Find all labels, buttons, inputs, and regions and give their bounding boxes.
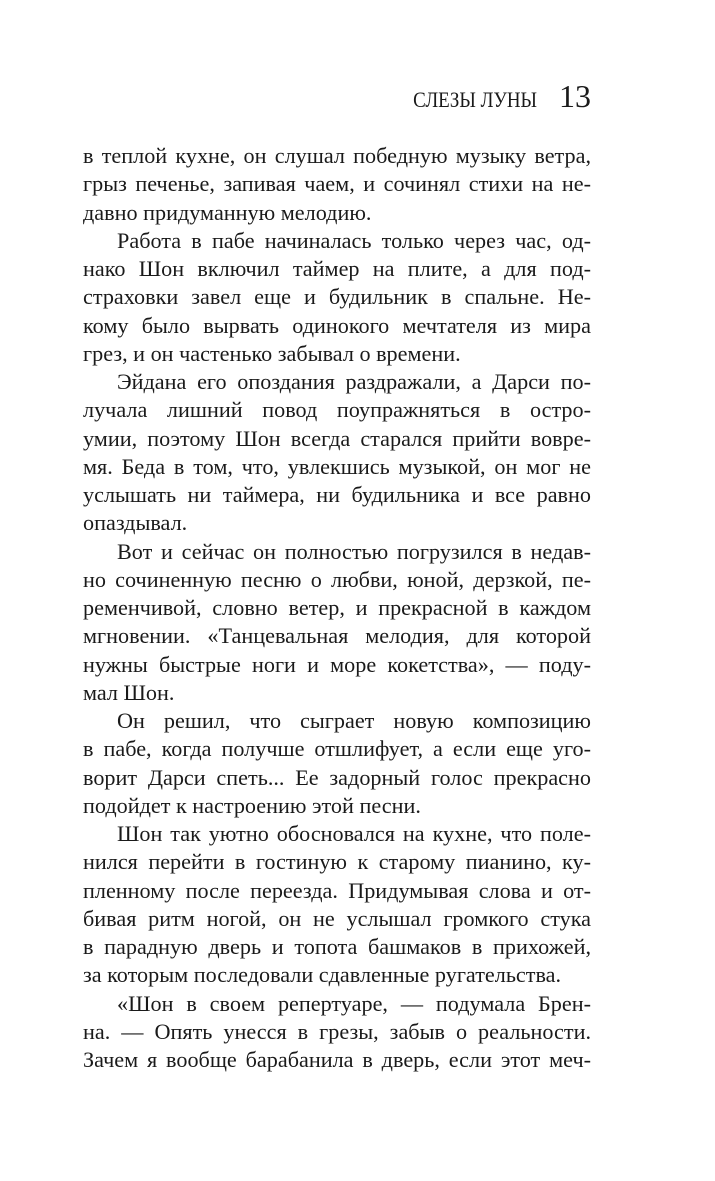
paragraph <box>83 227 591 368</box>
text-line: умии, поэтому Шон всегда старался прийти вовре- <box>83 425 591 451</box>
text-line: Зачем я вообще барабанила в дверь, если этот меч- <box>83 1047 591 1072</box>
paragraph <box>83 142 591 227</box>
text-line: но сочиненную песню о любви, юной, дерзкой, пе- <box>83 566 591 592</box>
text-line: в теплой кухне, он слушал победную музыку ветра, <box>83 143 591 168</box>
text-line: страховки завел еще и будильник в спальне. Не- <box>83 284 591 310</box>
text-line: давно придуманную мелодию. <box>83 199 372 225</box>
body-text <box>83 142 591 1074</box>
text-line: мал Шон. <box>83 679 175 705</box>
text-line: нился перейти в гостиную к старому пианино, ку- <box>83 849 591 875</box>
text-line: на. — Опять унесся в грезы, забыв о реальности. <box>83 1018 591 1044</box>
text-line: мя. Беда в том, что, увлекшись музыкой, он мог не <box>83 453 591 479</box>
text-line: Шон так уютно обосновался на кухне, что поле- <box>117 821 591 846</box>
text-line: в пабе, когда получше отшлифует, а если еще уго- <box>83 736 591 762</box>
text-line: бивая ритм ногой, он не услышал громкого стука <box>83 905 591 931</box>
text-line: опаздывал. <box>83 510 188 536</box>
text-line: лучала лишний повод поупражняться в остро- <box>83 397 591 423</box>
running-head <box>393 80 591 113</box>
text-line: Эйдана его опоздания раздражали, а Дарси по- <box>117 369 591 394</box>
paragraph <box>83 368 591 538</box>
text-line: нако Шон включил таймер на плите, а для под- <box>83 256 591 281</box>
text-line: ременчивой, словно ветер, и прекрасной в каждом <box>83 595 591 620</box>
text-line: Он решил, что сыграет новую композицию <box>117 708 591 733</box>
text-line: пленному после переезда. Придумывая слова и от- <box>83 877 591 903</box>
text-line: Вот и сейчас он полностью погрузился в недав- <box>117 538 591 564</box>
text-line: в парадную дверь и топота башмаков в прихожей, <box>83 934 591 959</box>
text-line: «Шон в своем репертуаре, — подумала Брен- <box>117 990 591 1016</box>
text-line: нужны быстрые ноги и море кокетства», — поду- <box>83 651 591 677</box>
text-line: кому было вырвать одинокого мечтателя из мира <box>83 312 591 338</box>
paragraph <box>83 990 591 1075</box>
paragraph <box>83 538 591 708</box>
text-line: Работа в пабе начиналась только через час, од- <box>117 227 591 253</box>
paragraph <box>83 820 591 990</box>
text-line: грыз печенье, запивая чаем, и сочинял стихи на не- <box>83 171 591 197</box>
text-line: подойдет к настроению этой песни. <box>83 792 421 818</box>
text-line: грез, и он частенько забывал о времени. <box>83 340 461 366</box>
page-number: 13 <box>559 78 591 114</box>
text-line: за которым последовали сдавленные ругательства. <box>83 962 562 988</box>
text-line: ворит Дарси спеть... Ее задорный голос прекрасно <box>83 764 591 790</box>
book-title: СЛЕЗЫ ЛУНЫ <box>413 87 537 112</box>
text-line: услышать ни таймера, ни будильника и все равно <box>83 482 591 507</box>
paragraph <box>83 707 591 820</box>
text-line: мгновении. «Танцевальная мелодия, для которой <box>83 623 591 649</box>
